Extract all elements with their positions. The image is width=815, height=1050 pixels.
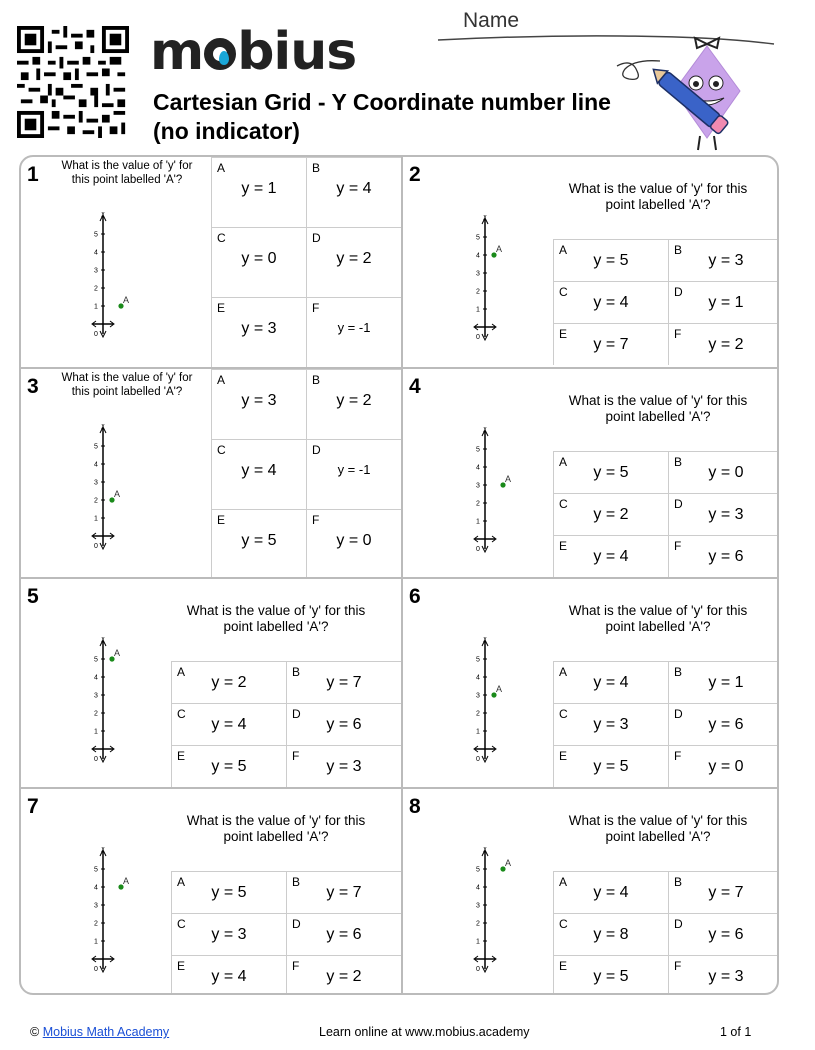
answer-option-e[interactable] [211,297,306,367]
answer-value: y = 6 [326,716,362,733]
answer-letter: D [312,231,321,245]
y-axis-label: y [483,847,487,852]
answer-value: y = 3 [326,758,362,775]
origin-label: 0 [94,543,98,550]
answer-option-c[interactable] [553,913,668,955]
question-number: 1 [27,163,39,186]
y-axis-label: y [483,215,487,220]
answer-option-d[interactable] [286,913,401,955]
y-tick-label: 3 [94,479,98,487]
answer-option-c[interactable] [171,703,286,745]
answer-letter: D [674,707,683,721]
y-tick-label: 5 [94,231,98,239]
answer-option-c[interactable] [553,281,668,323]
qr-code [16,26,130,138]
answer-value: y = 4 [211,716,247,733]
point-a-label: A [123,876,130,886]
footer-copyright [30,1025,169,1039]
point-a-label: A [496,244,503,254]
answer-value: y = 6 [708,716,744,733]
question-prompt: What is the value of 'y' for this point labelled 'A'? [186,603,366,634]
footer-page-number: 1 of 1 [720,1025,752,1039]
question-6 [401,577,779,787]
answer-value: y = 4 [241,462,277,479]
y-tick-label: 4 [94,884,98,892]
question-8 [401,787,779,995]
origin-label: 0 [476,334,480,341]
point-a-label: A [114,489,121,499]
y-tick-label: 5 [476,234,480,242]
answer-option-c[interactable] [171,913,286,955]
answer-value: y = 2 [336,392,372,409]
y-tick-label: 5 [476,446,480,454]
number-line-graph [465,215,535,345]
answer-letter: C [559,497,568,511]
answer-option-e[interactable] [553,955,668,995]
y-tick-label: 3 [476,692,480,700]
question-number: 8 [409,795,421,818]
y-axis-label: y [483,427,487,432]
answer-option-f[interactable] [286,955,401,995]
answer-letter: B [292,665,301,679]
answer-value: y = 6 [326,926,362,943]
y-tick-label: 5 [476,656,480,664]
answer-option-a[interactable] [171,661,286,703]
question-prompt: What is the value of 'y' for this point labelled 'A'? [61,160,193,186]
answer-option-f[interactable] [286,745,401,787]
question-4 [401,367,779,577]
question-prompt: What is the value of 'y' for this point labelled 'A'? [568,181,748,212]
y-tick-label: 1 [94,938,98,946]
answer-option-b[interactable] [306,157,401,227]
answer-value: y = 2 [336,250,372,267]
question-number: 3 [27,375,39,398]
answer-choices [553,451,779,577]
y-tick-label: 3 [94,267,98,275]
answer-value: y = 5 [241,532,277,549]
point-a-label: A [505,474,512,484]
answer-letter: D [674,497,683,511]
answer-option-a[interactable] [553,451,668,493]
answer-option-d[interactable] [668,703,779,745]
y-tick-label: 2 [476,288,480,296]
answer-letter: F [292,749,300,763]
answer-letter: E [559,327,568,341]
answer-letter: C [559,285,568,299]
question-number: 6 [409,585,421,608]
answer-letter: F [674,539,682,553]
answer-letter: F [312,301,320,315]
origin-label: 0 [94,756,98,763]
copyright-symbol: © [30,1025,40,1039]
answer-letter: C [217,443,226,457]
answer-choices [553,661,779,787]
y-axis-label: y [483,637,487,642]
answer-letter: A [217,161,226,175]
origin-label: 0 [476,546,480,553]
question-number: 4 [409,375,421,398]
y-tick-label: 1 [476,518,480,526]
answer-letter: E [559,539,568,553]
answer-letter: B [312,161,321,175]
answer-letter: F [312,513,320,527]
question-grid [19,155,779,995]
answer-value: y = 7 [326,884,362,901]
answer-option-a[interactable] [553,661,668,703]
answer-option-a[interactable] [553,871,668,913]
mobius-logo: m bius [150,22,357,82]
origin-label: 0 [94,331,98,338]
answer-letter: A [559,665,568,679]
question-7 [21,787,401,995]
answer-letter: A [559,243,568,257]
question-2 [401,157,779,367]
y-tick-label: 5 [476,866,480,874]
answer-value: y = 3 [211,926,247,943]
answer-letter: B [674,665,683,679]
y-tick-label: 3 [476,902,480,910]
number-line-graph [83,847,153,977]
answer-value: y = -1 [337,462,371,477]
answer-option-e[interactable] [171,745,286,787]
y-tick-label: 2 [94,497,98,505]
answer-letter: A [559,875,568,889]
answer-option-e[interactable] [553,745,668,787]
number-line-graph [465,847,535,977]
answer-value: y = 3 [708,968,744,985]
answer-option-a[interactable] [553,239,668,281]
answer-letter: A [217,373,226,387]
question-5 [21,577,401,787]
answer-option-c[interactable] [211,439,306,509]
answer-option-c[interactable] [211,227,306,297]
y-tick-label: 2 [476,500,480,508]
y-tick-label: 2 [476,920,480,928]
answer-letter: C [177,707,186,721]
y-tick-label: 1 [94,728,98,736]
question-prompt: What is the value of 'y' for this point labelled 'A'? [186,813,366,844]
question-number: 7 [27,795,39,818]
answer-option-c[interactable] [553,493,668,535]
answer-value: y = 2 [211,674,247,691]
answer-letter: D [674,917,683,931]
answer-option-a[interactable] [211,369,306,439]
number-line-graph [83,424,153,554]
y-axis-label: y [101,637,105,642]
answer-option-e[interactable] [211,509,306,579]
answer-letter: C [559,707,568,721]
answer-option-b[interactable] [286,871,401,913]
number-line-graph [465,637,535,767]
origin-label: 0 [476,966,480,973]
answer-option-b[interactable] [668,451,779,493]
answer-option-b[interactable] [668,239,779,281]
answer-value: y = 3 [708,506,744,523]
y-axis-label: y [101,847,105,852]
y-tick-label: 3 [476,270,480,278]
answer-letter: D [312,443,321,457]
y-tick-label: 4 [94,674,98,682]
answer-letter: C [559,917,568,931]
question-prompt: What is the value of 'y' for this point labelled 'A'? [568,603,748,634]
answer-letter: B [312,373,321,387]
answer-value: y = 3 [593,716,629,733]
answer-option-d[interactable] [668,913,779,955]
answer-option-f[interactable] [306,509,401,579]
answer-option-b[interactable] [306,369,401,439]
answer-letter: A [177,875,186,889]
answer-option-e[interactable] [553,535,668,577]
answer-value: y = 1 [241,180,277,197]
answer-letter: F [674,959,682,973]
answer-value: y = 4 [593,294,629,311]
y-tick-label: 1 [94,303,98,311]
answer-value: y = 4 [336,180,372,197]
y-tick-label: 5 [94,866,98,874]
y-tick-label: 2 [476,710,480,718]
origin-label: 0 [94,966,98,973]
y-tick-label: 5 [94,443,98,451]
answer-option-a[interactable] [211,157,306,227]
y-tick-label: 4 [476,252,480,260]
y-tick-label: 1 [94,515,98,523]
answer-value: y = 1 [708,294,744,311]
number-line-graph [83,637,153,767]
y-tick-label: 3 [94,692,98,700]
answer-value: y = 2 [593,506,629,523]
y-tick-label: 2 [94,920,98,928]
question-prompt: What is the value of 'y' for this point labelled 'A'? [568,813,748,844]
answer-value: y = 5 [211,758,247,775]
y-axis-label: y [101,424,105,429]
y-axis-label: y [101,212,105,217]
y-tick-label: 3 [476,482,480,490]
footer-learn-online: Learn online at www.mobius.academy [319,1025,530,1039]
answer-value: y = 0 [241,250,277,267]
answer-letter: C [177,917,186,931]
answer-value: y = 5 [593,464,629,481]
answer-option-d[interactable] [286,703,401,745]
y-tick-label: 1 [476,728,480,736]
answer-letter: B [674,455,683,469]
y-tick-label: 4 [94,461,98,469]
mascot-icon [612,36,752,156]
answer-value: y = 4 [593,674,629,691]
question-1 [21,157,401,367]
answer-option-f[interactable] [668,955,779,995]
y-tick-label: 4 [476,884,480,892]
answer-option-b[interactable] [286,661,401,703]
answer-value: y = 3 [708,252,744,269]
y-tick-label: 2 [94,710,98,718]
answer-choices [553,871,779,995]
answer-choices [211,369,401,579]
answer-letter: D [292,707,301,721]
number-line-graph [465,427,535,557]
answer-value: y = 4 [593,548,629,565]
answer-option-f[interactable] [668,535,779,577]
answer-letter: F [292,959,300,973]
name-label: Name [463,9,520,32]
point-a-label: A [496,684,503,694]
answer-letter: E [217,513,226,527]
y-tick-label: 3 [94,902,98,910]
question-3 [21,367,401,577]
answer-letter: E [177,749,186,763]
answer-value: y = 4 [593,884,629,901]
y-tick-label: 5 [94,656,98,664]
answer-choices [171,661,401,787]
answer-value: y = 5 [593,968,629,985]
answer-letter: B [292,875,301,889]
point-a-label: A [114,648,121,658]
answer-choices [171,871,401,995]
answer-value: y = 0 [336,532,372,549]
answer-value: y = 2 [326,968,362,985]
answer-value: y = 1 [708,674,744,691]
answer-value: y = 3 [241,320,277,337]
question-number: 5 [27,585,39,608]
answer-letter: E [559,959,568,973]
answer-letter: E [177,959,186,973]
point-a-label: A [123,295,130,305]
answer-letter: E [559,749,568,763]
answer-choices [553,239,779,365]
answer-value: y = 6 [708,548,744,565]
question-prompt: What is the value of 'y' for this point labelled 'A'? [61,372,193,398]
answer-option-c[interactable] [553,703,668,745]
answer-letter: D [292,917,301,931]
answer-option-a[interactable] [171,871,286,913]
answer-option-d[interactable] [668,493,779,535]
answer-option-e[interactable] [171,955,286,995]
answer-value: y = 3 [241,392,277,409]
answer-value: y = 2 [708,336,744,353]
answer-option-e[interactable] [553,323,668,365]
number-line-graph [83,212,153,342]
answer-value: y = 4 [211,968,247,985]
mobius-academy-link[interactable]: Mobius Math Academy [42,1025,170,1039]
y-tick-label: 1 [476,306,480,314]
answer-letter: F [674,327,682,341]
answer-letter: F [674,749,682,763]
answer-option-d[interactable] [306,227,401,297]
answer-letter: C [217,231,226,245]
answer-option-d[interactable] [306,439,401,509]
answer-option-b[interactable] [668,871,779,913]
answer-option-d[interactable] [668,281,779,323]
answer-letter: D [674,285,683,299]
answer-value: y = 0 [708,464,744,481]
y-tick-label: 4 [476,674,480,682]
answer-choices [211,157,401,367]
logo-drop-icon [204,38,236,70]
answer-value: y = 7 [326,674,362,691]
answer-value: y = 6 [708,926,744,943]
answer-option-f[interactable] [668,323,779,365]
origin-label: 0 [476,756,480,763]
point-a-label: A [505,858,512,868]
answer-value: y = -1 [337,320,371,335]
answer-value: y = 5 [593,252,629,269]
answer-option-b[interactable] [668,661,779,703]
answer-value: y = 7 [593,336,629,353]
question-number: 2 [409,163,421,186]
y-tick-label: 4 [476,464,480,472]
answer-letter: A [559,455,568,469]
y-tick-label: 2 [94,285,98,293]
answer-value: y = 5 [593,758,629,775]
answer-letter: E [217,301,226,315]
y-tick-label: 1 [476,938,480,946]
worksheet-title: Cartesian Grid - Y Coordinate number line (no indicator) [153,89,611,144]
answer-value: y = 7 [708,884,744,901]
answer-letter: A [177,665,186,679]
answer-value: y = 0 [708,758,744,775]
answer-letter: B [674,243,683,257]
answer-value: y = 5 [211,884,247,901]
answer-option-f[interactable] [668,745,779,787]
question-prompt: What is the value of 'y' for this point labelled 'A'? [568,393,748,424]
answer-option-f[interactable] [306,297,401,367]
y-tick-label: 4 [94,249,98,257]
answer-value: y = 8 [593,926,629,943]
answer-letter: B [674,875,683,889]
